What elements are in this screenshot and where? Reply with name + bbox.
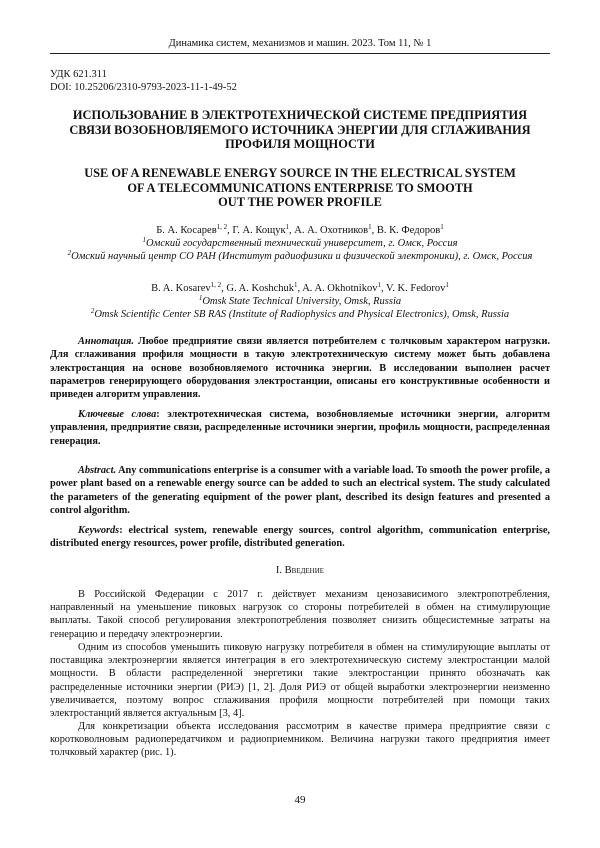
title-en-line-2: OF A TELECOMMUNICATIONS ENTERPRISE TO SMOOTH — [127, 180, 473, 195]
body-paragraph: Одним из способов уменьшить пиковую нагрузку потребителя в обмен на стимулирующие выплаты от поставщика электроэнергии является интеграция в его электротехническую систему электростанции малой мощности. В области распределенной энергетики такие электростанции принято обозначать как распределенные источники энергии (РИЭ) [1, 2]. Доля РИЭ от общей выработки электроэнергии неизменно увеличивается, поэтому вопрос сглаживания профиля мощности потребителей при помощи таких электростанций является актуальным [3, 4]. — [50, 642, 550, 720]
affiliation-1 — [50, 237, 550, 250]
title-ru-line-2: СВЯЗИ ВОЗОБНОВЛЯЕМОГО ИСТОЧНИКА ЭНЕРГИИ ДЛЯ СГЛАЖИВАНИЯ — [69, 122, 531, 137]
title-en-line-3: OUT THE POWER PROFILE — [218, 195, 382, 210]
affiliation-2 — [50, 250, 550, 263]
author-name: А. А. Охотников — [294, 225, 369, 236]
keywords-russian: Ключевые слова: электротехническая система, возобновляемые источники энергии, алгоритм управления, предприятие связи, распределенные источники энергии, профиль мощности, распределенная генерация. — [50, 409, 550, 447]
abstract-russian — [50, 335, 550, 401]
affiliation-1 — [50, 295, 550, 308]
authors-russian — [50, 224, 550, 263]
abstract-english — [50, 464, 550, 517]
journal-header: Динамика систем, механизмов и машин. 2023. Том 11, № 1 — [168, 38, 432, 49]
affiliation-marker: 1, 2 — [216, 223, 228, 231]
author-name: Г. А. Кощук — [232, 225, 286, 236]
affiliation-marker: 1 — [377, 281, 381, 289]
affiliation-text: Омский научный центр СО РАН (Институт радиофизики и физической электроники), г. Омск, Россия — [71, 251, 533, 262]
affiliation-2 — [50, 308, 550, 321]
abstract-label: Аннотация. — [78, 336, 134, 347]
title-en-line-1: USE OF A RENEWABLE ENERGY SOURCE IN THE ELECTRICAL SYSTEM — [84, 166, 516, 180]
page-number: 49 — [294, 794, 306, 806]
affiliation-marker: 2 — [67, 249, 72, 257]
author-list: B. A. Kosarev$^{1, 2}$, G. A. Koshchuk$^1$, A. A. Okhotnikov$^1$, V. K. Fedorov$^1$ — [151, 281, 449, 294]
title-ru-line-3: ПРОФИЛЯ МОЩНОСТИ — [225, 137, 375, 152]
affiliation-marker: 1 — [198, 294, 203, 302]
author-name: В. К. Федоров — [376, 225, 441, 236]
abstract-text: Any communications enterprise is a consumer with a variable load. To smooth the power profile, a power plant based on a renewable energy source can be added to such an electrical system. The study calculated the parameters of the generating equipment of the power plant, described its design features and presented a control algorithm. — [50, 465, 550, 516]
affiliation-marker: 1 — [440, 223, 444, 231]
title-russian — [50, 108, 550, 152]
affiliation-marker: 1 — [445, 281, 449, 289]
title-ru-line-1: ИСПОЛЬЗОВАНИЕ В ЭЛЕКТРОТЕХНИЧЕСКОЙ СИСТЕМЕ ПРЕДПРИЯТИЯ — [72, 108, 528, 122]
author-name: V. K. Fedorov — [386, 283, 446, 294]
author-list: Б. А. Косарев$^{1, 2}$, Г. А. Кощук$^1$, А. А. Охотников$^1$, В. К. Федоров$^1$ — [156, 223, 444, 236]
section-heading: I. Введение — [275, 565, 325, 576]
keywords-label: Keywords — [78, 525, 120, 536]
body-paragraph: Для конкретизации объекта исследования рассмотрим в качестве примера предприятие связи с коротковолновым радиопередатчиком и радиоприемником. Величина нагрузки такого предприятия имеет толчковый характер (рис. 1). — [50, 721, 550, 759]
author-name: G. A. Koshchuk — [226, 283, 295, 294]
doi: DOI: 10.25206/2310-9793-2023-11-1-49-52 — [50, 82, 237, 93]
body-paragraph: В Российской Федерации с 2017 г. действует механизм ценозависимого электропотребления, направленный на уменьшение пиковых нагрузок со стороны потребителей в обмен на стимулирующие выплаты. Такой способ регулирования электропотребления позволяет снизить общесистемные затраты на генерацию и передачу электроэнергии. — [50, 589, 550, 640]
author-name: Б. А. Косарев — [156, 225, 217, 236]
keywords-label: Ключевые слова — [78, 409, 157, 420]
keywords-text: электротехническая система, возобновляемые источники энергии, алгоритм управления, предприятие связи, распределенные источники энергии, профиль мощности, распределенная генерация. — [50, 409, 550, 447]
affiliation-marker: 1, 2 — [210, 281, 222, 289]
affiliation-marker: 2 — [90, 307, 95, 315]
header-divider — [50, 53, 550, 54]
authors-english — [50, 282, 550, 321]
author-name: B. A. Kosarev — [151, 283, 211, 294]
article-meta — [50, 68, 237, 94]
udc-code: УДК 621.311 — [50, 69, 107, 80]
affiliation-marker: 1 — [142, 236, 147, 244]
affiliation-marker: 1 — [294, 281, 298, 289]
author-name: A. A. Okhotnikov — [302, 283, 378, 294]
affiliation-text: Omsk State Technical University, Omsk, Russia — [202, 296, 402, 307]
abstract-label: Abstract. — [78, 465, 117, 476]
affiliation-marker: 1 — [368, 223, 372, 231]
keywords-text: electrical system, renewable energy sources, control algorithm, communication enterprise, distributed energy resources, power profile, distributed generation. — [50, 525, 550, 550]
abstract-text: Любое предприятие связи является потребителем с толчковым характером нагрузки. Для сглаживания профиля мощности в такую электротехническую систему может быть добавлена электростанция на основе возобновляемого источника энергии. В исследовании выполнен расчет параметров генерирующего оборудования электростанции, описаны его конструктивные особенности и приведен алгоритм управления. — [50, 336, 550, 401]
affiliation-marker: 1 — [285, 223, 290, 231]
affiliation-text: Omsk Scientific Center SB RAS (Institute of Radiophysics and Physical Electronics), Omsk, Russia — [94, 309, 510, 320]
affiliation-text: Омский государственный технический университет, г. Омск, Россия — [146, 238, 458, 249]
keywords-english: Keywords: electrical system, renewable energy sources, control algorithm, communication enterprise, distributed energy resources, power profile, distributed generation. — [50, 525, 550, 550]
title-english — [50, 166, 550, 210]
